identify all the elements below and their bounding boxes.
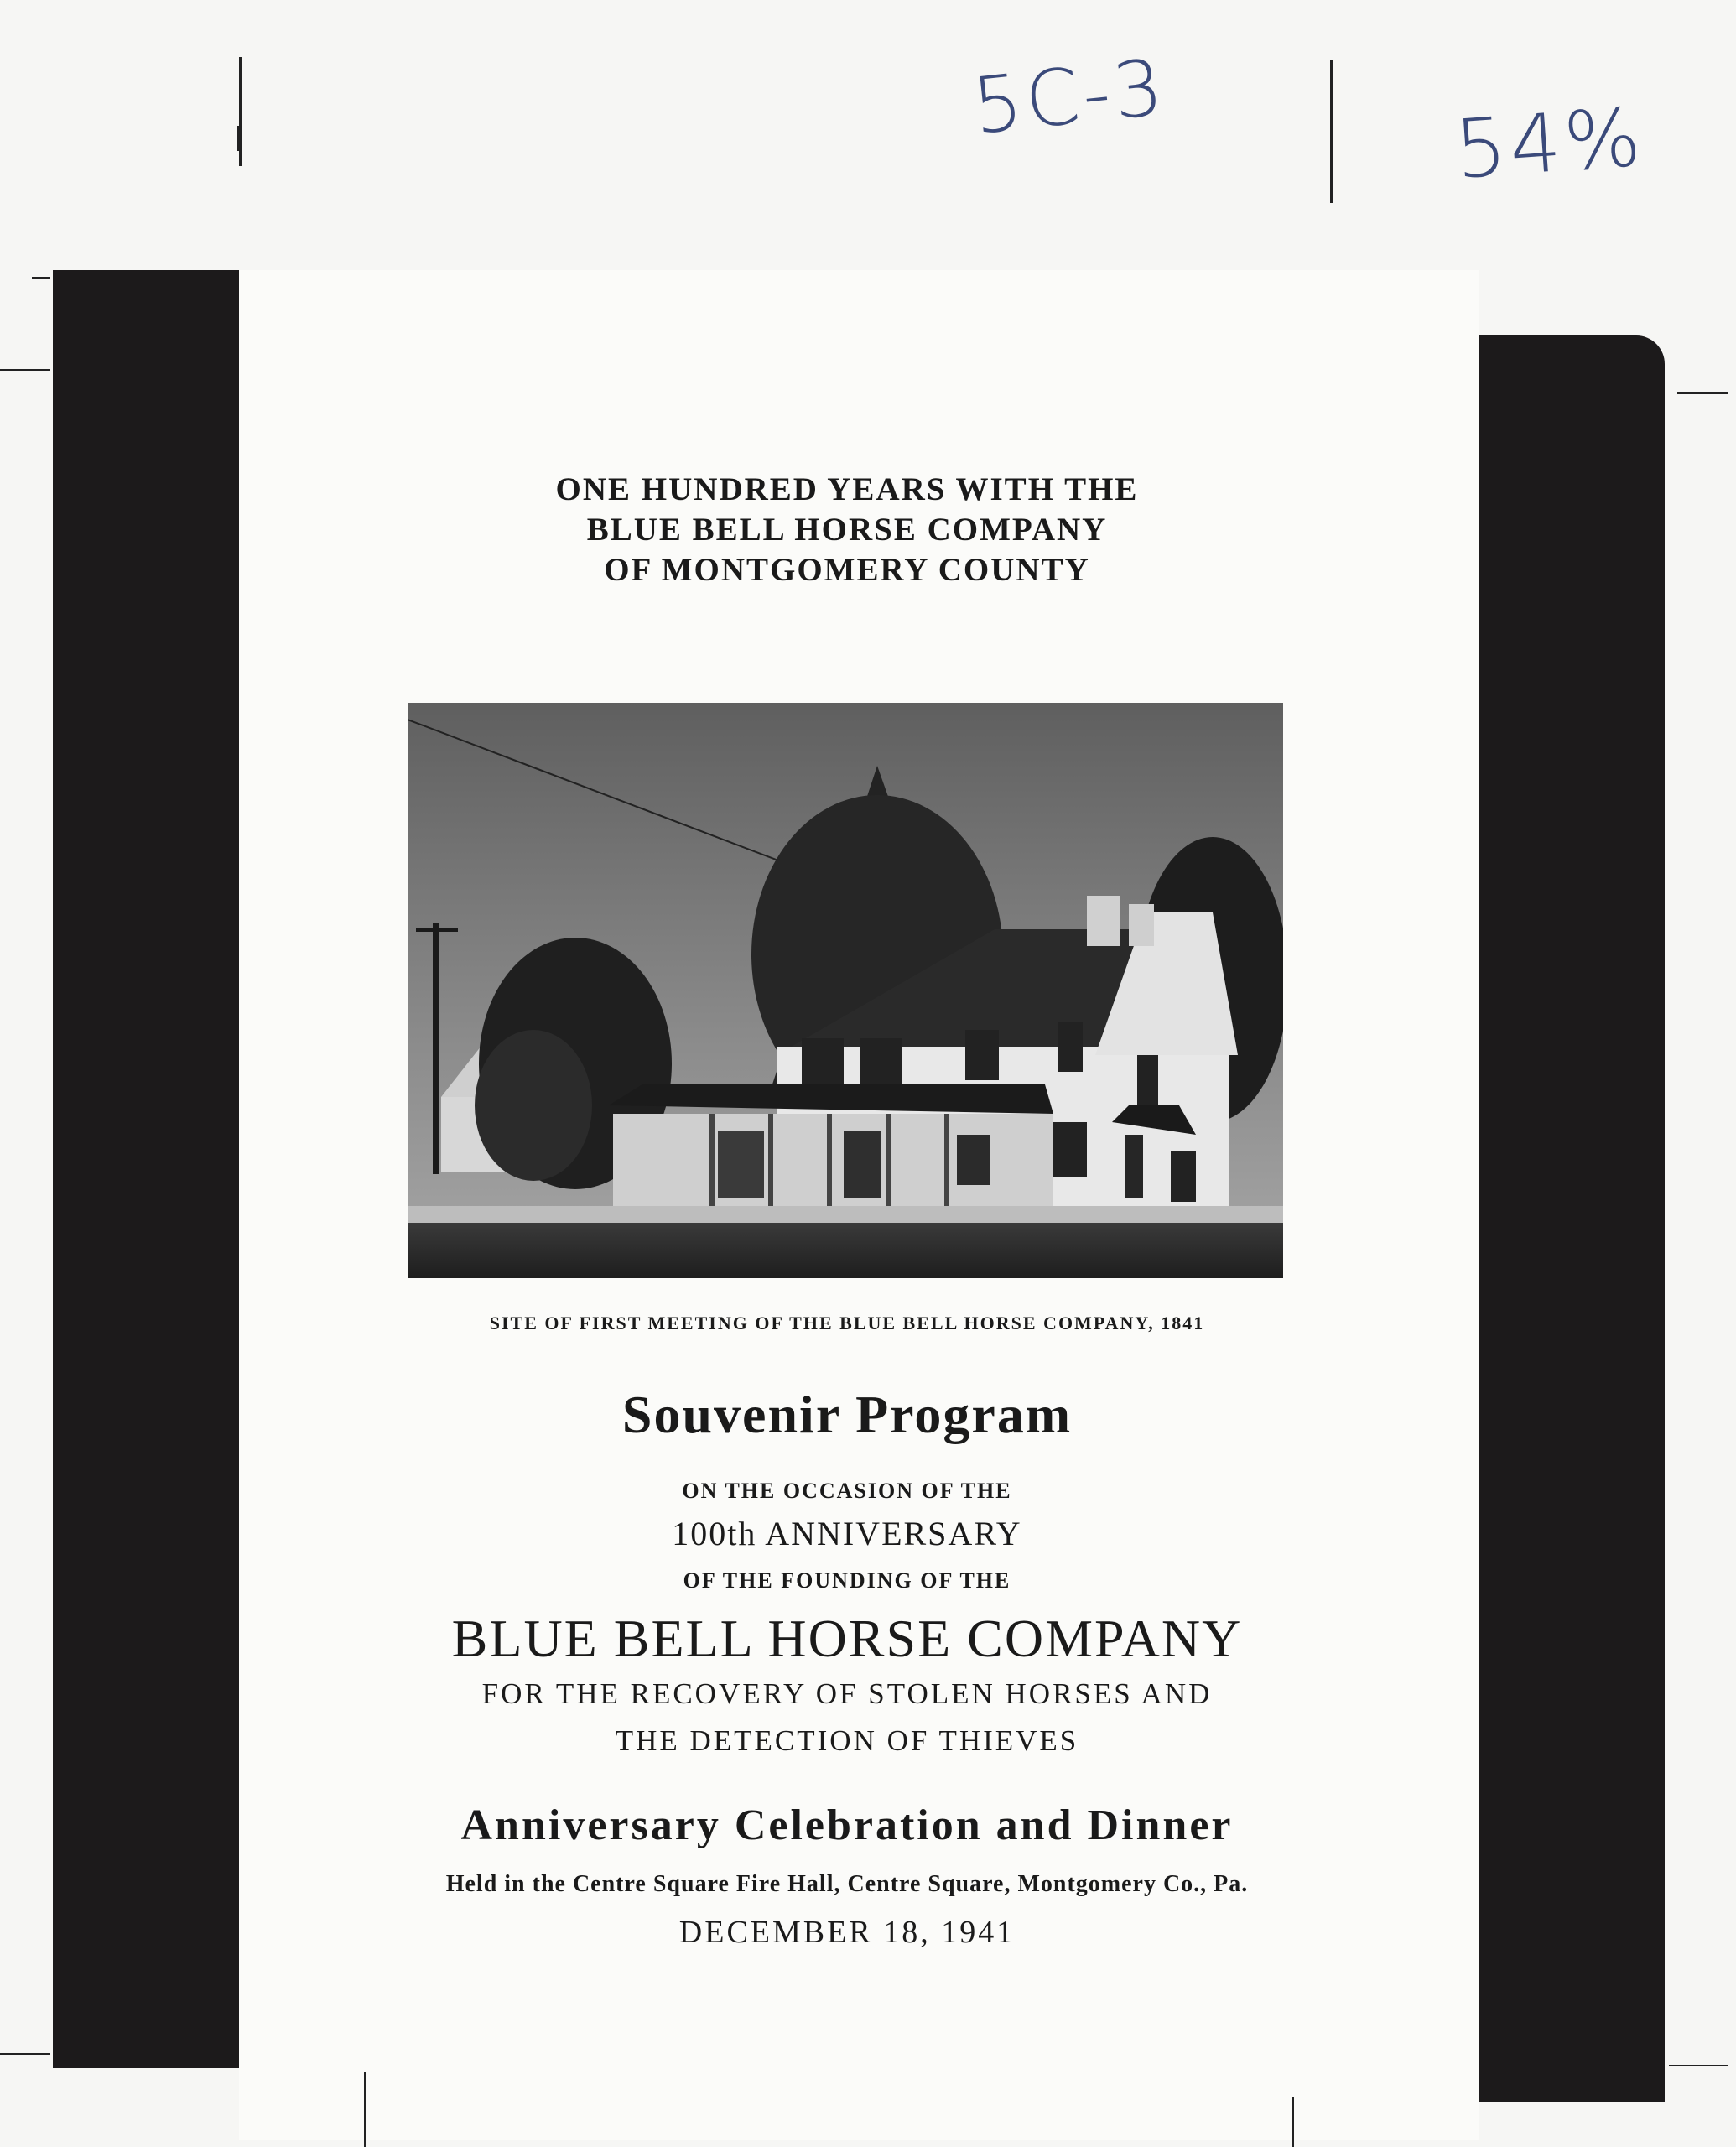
venue-line: Held in the Centre Square Fire Hall, Centre Square, Montgomery Co., Pa. (445, 1871, 1249, 1897)
celebration-title: Anniversary Celebration and Dinner (460, 1801, 1234, 1849)
program-title: Souvenir Program (621, 1385, 1073, 1444)
anniversary-line: 100th ANNIVERSARY (672, 1515, 1022, 1552)
event-date: DECEMBER 18, 1941 (678, 1915, 1016, 1950)
handwritten-percent: 54% (1452, 90, 1648, 197)
purpose-line: FOR THE RECOVERY OF STOLEN HORSES AND (481, 1677, 1213, 1710)
left-frame-bar (53, 270, 239, 2068)
header-line: OF MONTGOMERY COUNTY (604, 552, 1090, 588)
program-header (369, 470, 1325, 590)
handwritten-code: 5C-3 (969, 42, 1171, 152)
crop-mark (364, 2072, 366, 2147)
purpose-line: THE DETECTION OF THIEVES (615, 1724, 1079, 1757)
crop-mark (237, 126, 240, 151)
photo-caption: SITE OF FIRST MEETING OF THE BLUE BELL HORSE COMPANY, 1841 (489, 1313, 1205, 1333)
crop-mark (0, 369, 50, 371)
company-name: BLUE BELL HORSE COMPANY (451, 1609, 1243, 1668)
inn-photograph (408, 703, 1283, 1278)
header-line: ONE HUNDRED YEARS WITH THE (555, 471, 1139, 507)
crop-mark (0, 2053, 50, 2055)
crop-mark (1292, 2097, 1294, 2147)
founding-line: OF THE FOUNDING OF THE (683, 1568, 1011, 1593)
occasion-line: ON THE OCCASION OF THE (682, 1479, 1012, 1503)
right-frame-bar (1479, 335, 1665, 2102)
header-line: BLUE BELL HORSE COMPANY (586, 512, 1108, 548)
crop-mark (1669, 2065, 1728, 2066)
crop-mark (1677, 392, 1728, 394)
crop-mark (32, 277, 50, 279)
crop-mark (1330, 60, 1333, 203)
